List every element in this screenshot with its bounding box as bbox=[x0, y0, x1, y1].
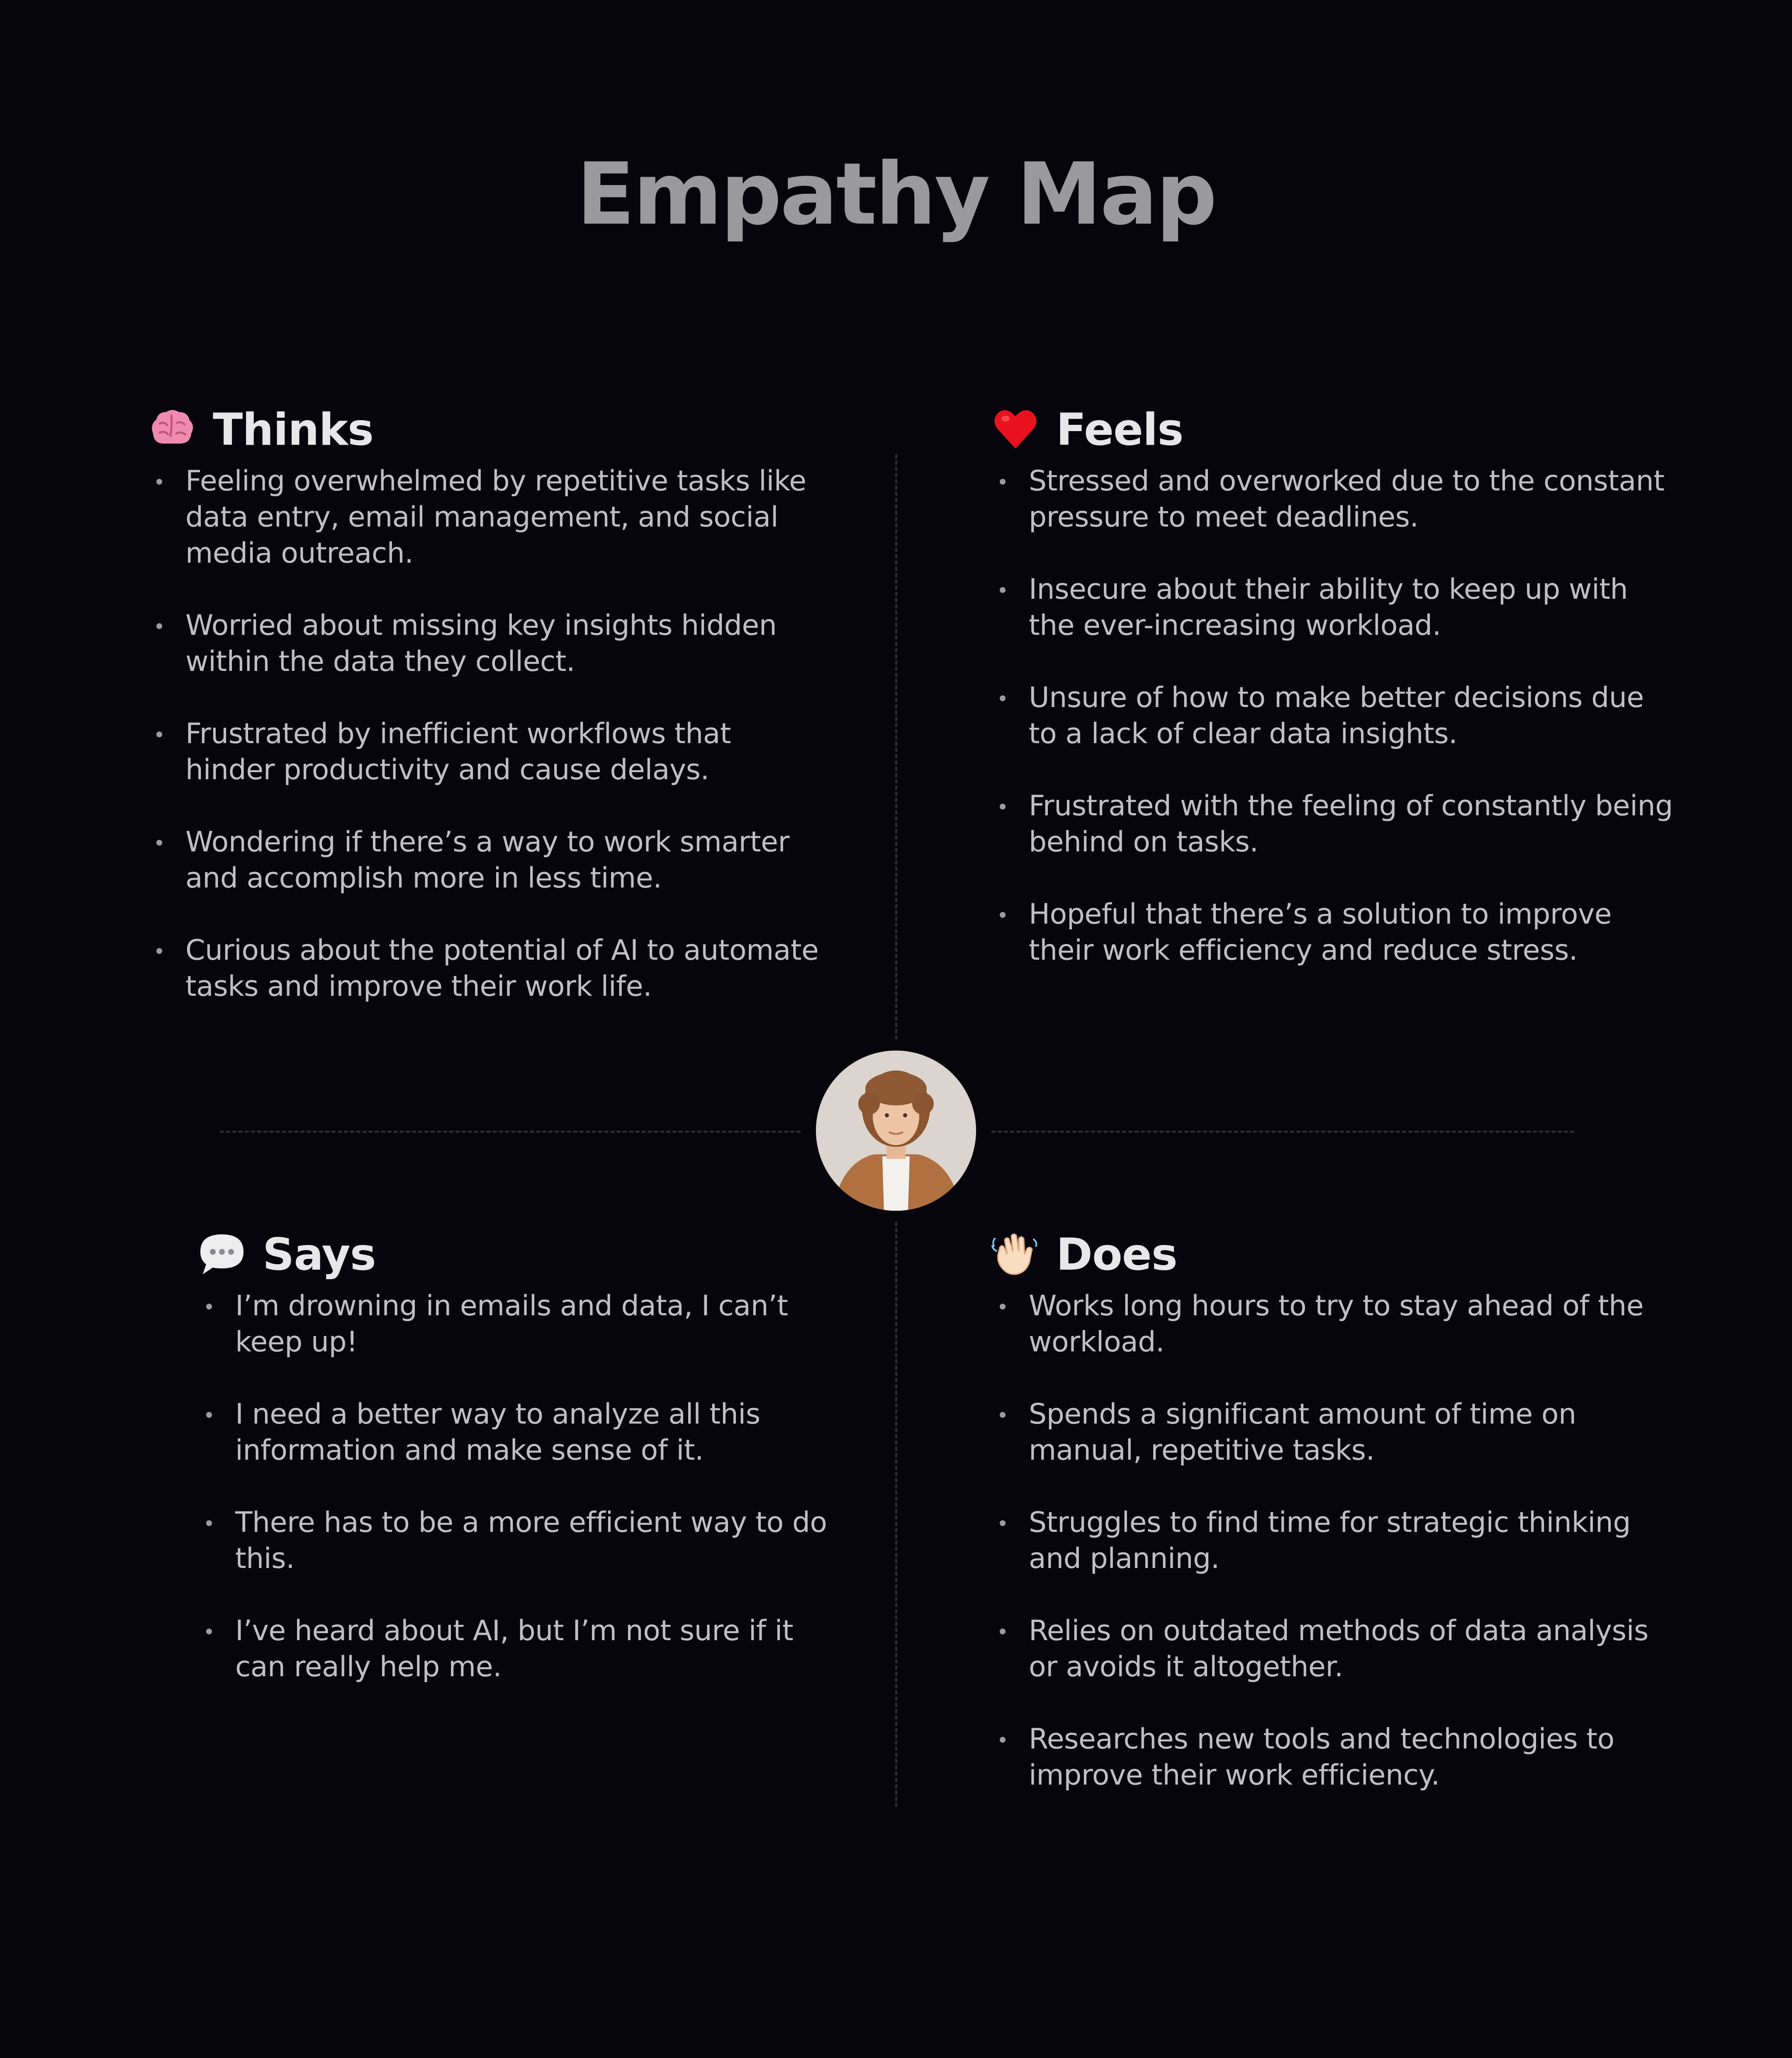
list-item: I’ve heard about AI, but I’m not sure if it can really help me. bbox=[197, 1613, 828, 1685]
list-item: I’m drowning in emails and data, I can’t keep up! bbox=[197, 1288, 828, 1360]
quadrant-thinks-header bbox=[147, 398, 828, 461]
list-item: Worried about missing key insights hidden within the data they collect. bbox=[147, 607, 828, 680]
quadrant-says-title: Says bbox=[263, 1229, 376, 1280]
list-item: Relies on outdated methods of data analysis or avoids it altogether. bbox=[991, 1613, 1679, 1685]
list-item: Hopeful that there’s a solution to improve their work efficiency and reduce stress. bbox=[991, 896, 1679, 968]
list-item: Wondering if there’s a way to work smarter and accomplish more in less time. bbox=[147, 824, 828, 896]
quadrant-does bbox=[991, 1223, 1679, 1829]
quadrant-thinks bbox=[147, 398, 828, 1041]
says-list bbox=[197, 1288, 828, 1685]
quadrant-feels-title: Feels bbox=[1056, 404, 1183, 455]
list-item: Feeling overwhelmed by repetitive tasks like data entry, email management, and social media outreach. bbox=[147, 463, 828, 571]
list-item: Insecure about their ability to keep up with the ever-increasing workload. bbox=[991, 571, 1679, 644]
list-item: There has to be a more efficient way to do this. bbox=[197, 1504, 828, 1577]
list-item: Works long hours to try to stay ahead of the workload. bbox=[991, 1288, 1679, 1360]
list-item: Stressed and overworked due to the constant pressure to meet deadlines. bbox=[991, 463, 1679, 535]
vertical-divider-top bbox=[895, 454, 897, 1039]
vertical-divider-bottom bbox=[895, 1222, 897, 1807]
quadrant-says-header bbox=[197, 1223, 828, 1285]
horizontal-divider-left bbox=[220, 1131, 801, 1133]
does-list bbox=[991, 1288, 1679, 1793]
list-item: Curious about the potential of AI to automate tasks and improve their work life. bbox=[147, 932, 828, 1005]
feels-list bbox=[991, 463, 1679, 968]
horizontal-divider-right bbox=[991, 1131, 1574, 1133]
quadrant-does-header bbox=[991, 1223, 1679, 1285]
quadrant-feels-header bbox=[991, 398, 1679, 461]
thinks-list bbox=[147, 463, 828, 1005]
persona-photo bbox=[816, 1051, 976, 1211]
list-item: Frustrated by inefficient workflows that hinder productivity and cause delays. bbox=[147, 716, 828, 788]
quadrant-says bbox=[197, 1223, 828, 1721]
heart-icon bbox=[991, 405, 1040, 454]
list-item: Researches new tools and technologies to improve their work efficiency. bbox=[991, 1721, 1679, 1793]
list-item: Struggles to find time for strategic thinking and planning. bbox=[991, 1504, 1679, 1577]
persona-avatar bbox=[816, 1051, 976, 1211]
waving-hand-icon bbox=[991, 1229, 1040, 1279]
list-item: Spends a significant amount of time on manual, repetitive tasks. bbox=[991, 1396, 1679, 1468]
speech-bubble-icon bbox=[197, 1229, 247, 1279]
list-item: Unsure of how to make better decisions due to a lack of clear data insights. bbox=[991, 680, 1679, 752]
list-item: I need a better way to analyze all this information and make sense of it. bbox=[197, 1396, 828, 1468]
list-item: Frustrated with the feeling of constantly being behind on tasks. bbox=[991, 788, 1679, 860]
quadrant-thinks-title: Thinks bbox=[213, 404, 374, 455]
quadrant-feels bbox=[991, 398, 1679, 1005]
page-title: Empathy Map bbox=[576, 144, 1216, 244]
quadrant-does-title: Does bbox=[1056, 1229, 1177, 1280]
brain-icon bbox=[147, 405, 197, 454]
